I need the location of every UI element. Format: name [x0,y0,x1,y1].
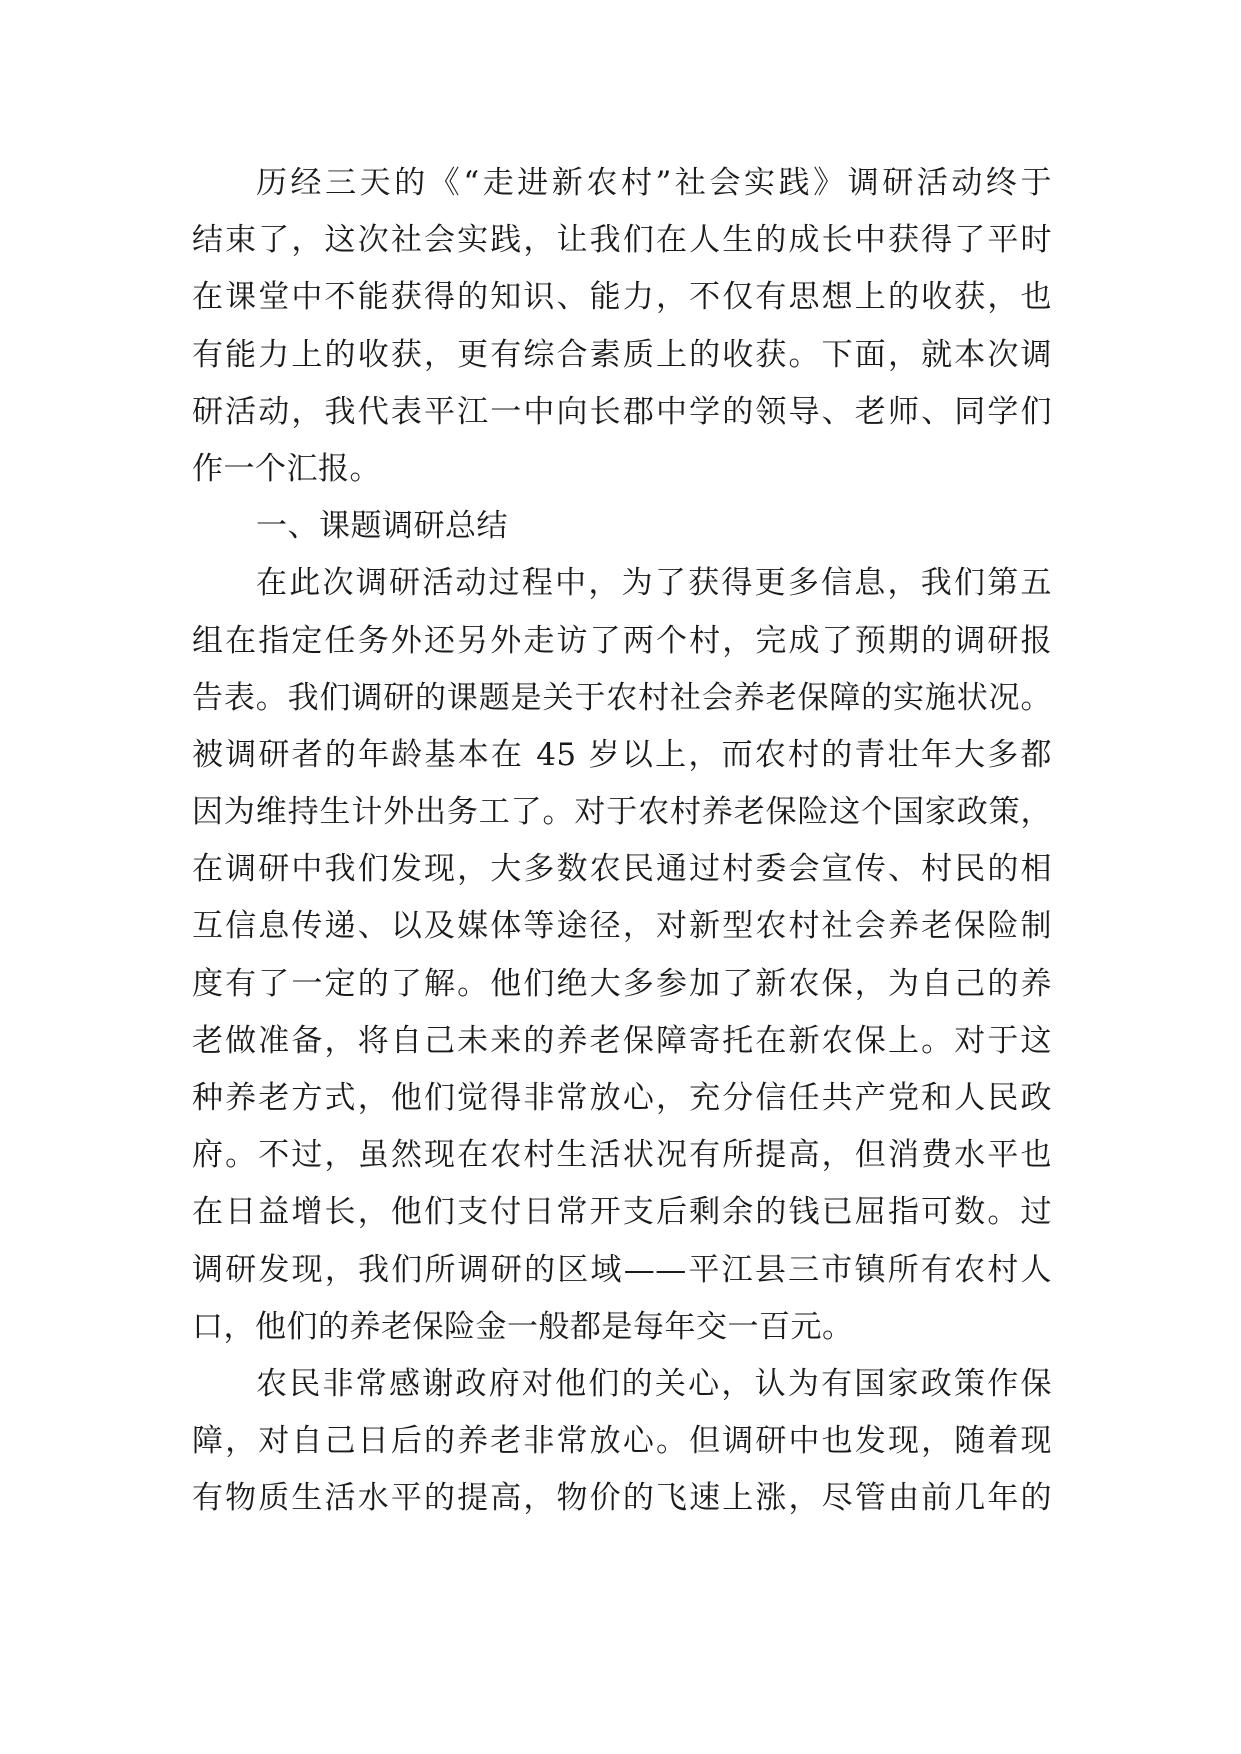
paragraph-intro [192,155,1052,498]
text-line: 作一个汇报。 [192,450,381,487]
text-line: 在调研中我们发现，大多数农民通过村委会宣传、村民的相 [192,851,1052,888]
text-line: 在课堂中不能获得的知识、能力，不仅有思想上的收获，也 [192,279,1052,316]
text-line: 互信息传递、以及媒体等途径，对新型农村社会养老保险制 [192,908,1052,945]
text-line: 有能力上的收获，更有综合素质上的收获。下面，就本次调 [192,336,1052,373]
text-line: 障，对自己日后的养老非常放心。但调研中也发现，随着现 [192,1423,1052,1460]
text-line: 府。不过，虽然现在农村生活状况有所提高，但消费水平也 [192,1137,1052,1174]
paragraph-research-summary [192,555,1052,1356]
text-line: 在此次调研活动过程中，为了获得更多信息，我们第五 [256,565,1052,602]
text-line: 有物质生活水平的提高，物价的飞速上涨，尽管由前几年的 [192,1480,1052,1517]
text-line: 历经三天的《“走进新农村”社会实践》调研活动终于 [256,165,1052,201]
heading-text: 一、课题调研总结 [256,508,508,545]
text-line: 调研发现，我们所调研的区域——平江县三市镇所有农村人 [192,1251,1052,1288]
text-line: 研活动，我代表平江一中向长郡中学的领导、老师、同学们 [192,393,1052,430]
text-line: 度有了一定的了解。他们绝大多参加了新农保，为自己的养 [192,965,1052,1002]
paragraph-farmer-feedback [192,1356,1052,1528]
text-line: 组在指定任务外还另外走访了两个村，完成了预期的调研报 [192,622,1052,659]
text-line: 口，他们的养老保险金一般都是每年交一百元。 [192,1308,854,1345]
text-line: 结束了，这次社会实践，让我们在人生的成长中获得了平时 [192,222,1052,259]
document-body [192,155,1052,1528]
text-line: 老做准备，将自己未来的养老保障寄托在新农保上。对于这 [192,1022,1052,1059]
text-line: 种养老方式，他们觉得非常放心，充分信任共产党和人民政 [192,1080,1052,1116]
text-line: 农民非常感谢政府对他们的关心，认为有国家政策作保 [256,1365,1052,1402]
text-line: 被调研者的年龄基本在 45 岁以上，而农村的青壮年大多都 [192,736,1052,773]
text-line: 因为维持生计外出务工了。对于农村养老保险这个国家政策， [192,794,1052,831]
text-line: 告表。我们调研的课题是关于农村社会养老保障的实施状况。 [192,679,1052,716]
section-heading [192,498,1052,555]
text-line: 在日益增长，他们支付日常开支后剩余的钱已屈指可数。过 [192,1194,1052,1231]
